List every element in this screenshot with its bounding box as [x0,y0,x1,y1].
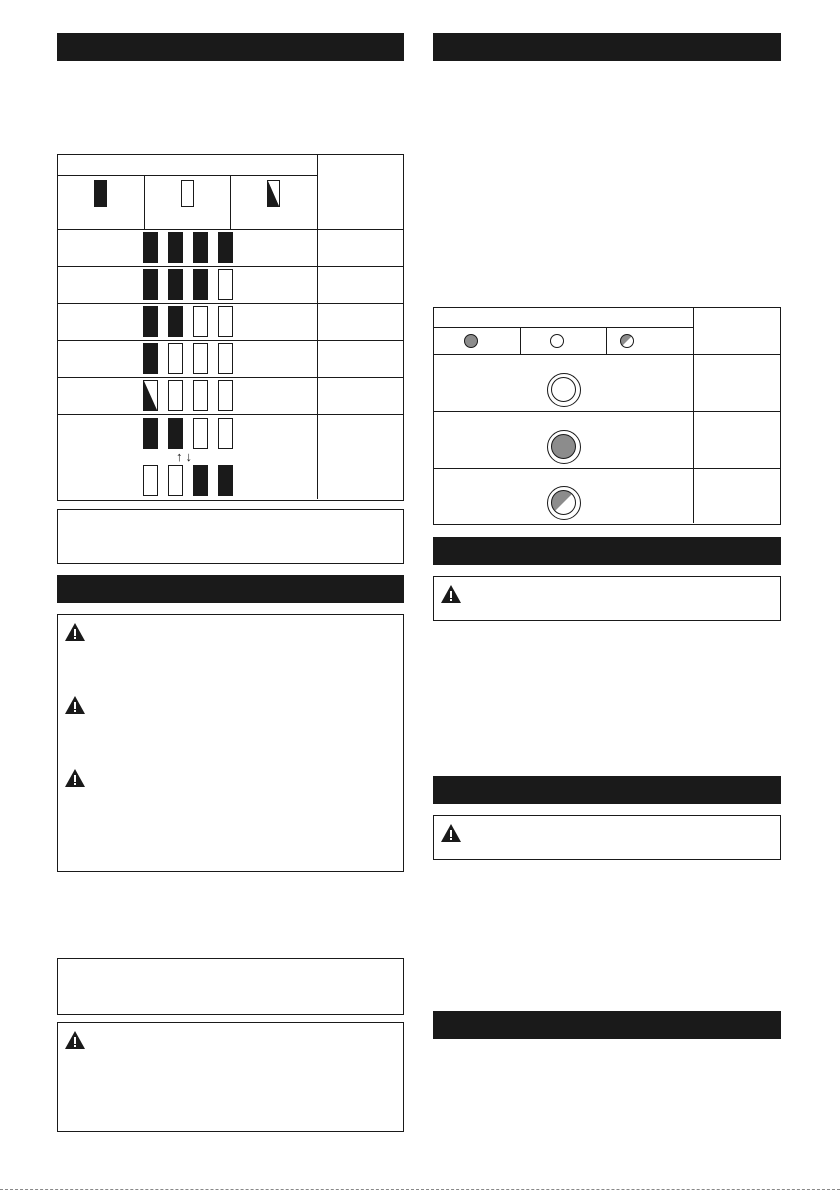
indicator-lamp [143,306,158,337]
section-header-bar [57,33,404,61]
warning-triangle-icon [64,695,86,715]
lamp-blinking-icon [547,486,581,520]
indicator-lamp [218,418,233,449]
indicator-lamp [218,343,233,374]
warning-box [57,614,404,872]
indicator-lamp [218,269,233,300]
indicator-lamp [218,380,233,411]
indicator-lamp [143,380,158,411]
note-box [57,958,404,1015]
indicator-lamp [168,465,183,496]
indicator-lamp [143,269,158,300]
indicator-lamp [193,232,208,263]
alternating-arrows: ↑↓ [176,449,195,464]
warning-triangle-icon [440,823,462,843]
warning-box [57,1022,404,1132]
indicator-lamp [143,465,158,496]
indicator-lamp [193,269,208,300]
indicator-lamp [168,418,183,449]
indicator-lamp [143,343,158,374]
legend-lighted-icon [94,180,107,207]
page-trim-line [0,1189,840,1190]
indicator-lamp [218,306,233,337]
indicator-lamp [193,380,208,411]
indicator-lamp [143,418,158,449]
legend-off-icon [181,180,194,207]
section-header-bar [433,537,781,565]
lamp-off-icon [547,373,581,407]
indicator-lamp [168,306,183,337]
indicator-lamp [168,232,183,263]
legend-on-icon [464,334,478,348]
legend-blinking-icon [620,334,634,348]
warning-box [433,815,781,860]
indicator-lamp [193,465,208,496]
note-box [57,509,404,564]
warning-box [433,576,781,621]
indicator-lamp [218,465,233,496]
section-header-bar [433,1011,781,1039]
indicator-lamp [193,418,208,449]
warning-triangle-icon [64,768,86,788]
indicator-lamp-table [433,307,781,525]
indicator-lamp [168,269,183,300]
warning-triangle-icon [64,622,86,642]
section-header-bar [433,33,781,61]
section-header-bar [57,575,404,603]
lamp-on-icon [547,430,581,464]
indicator-lamp [193,343,208,374]
legend-blinking-icon [267,180,280,207]
indicator-lamp [168,380,183,411]
indicator-lamp [193,306,208,337]
warning-triangle-icon [64,1030,86,1050]
section-header-bar [433,776,781,804]
legend-off-icon [550,334,564,348]
warning-triangle-icon [440,584,462,604]
indicator-lamp [218,232,233,263]
indicator-lamp [168,343,183,374]
indicator-lamp [143,232,158,263]
